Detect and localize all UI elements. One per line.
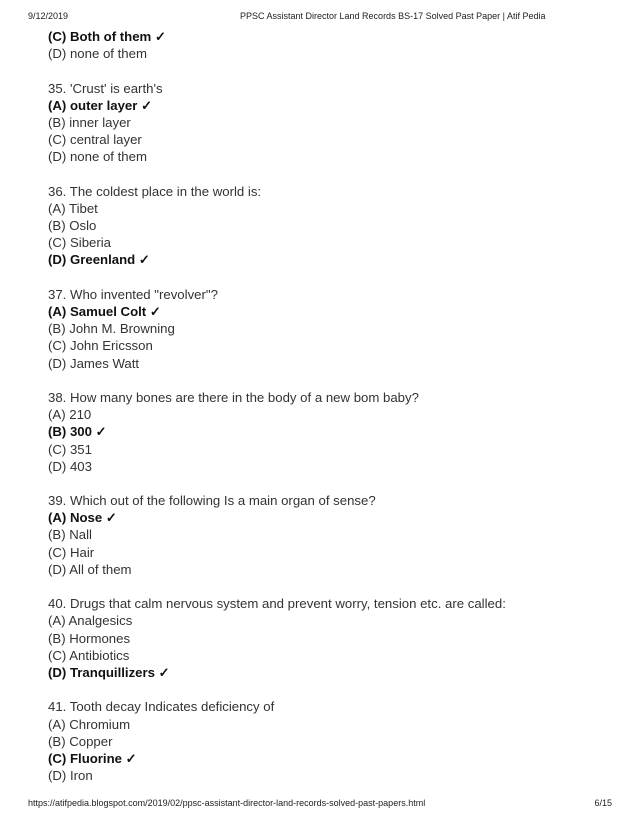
- question-text: 41. Tooth decay Indicates deficiency of: [48, 699, 275, 715]
- question-text: 39. Which out of the following Is a main organ of sense?: [48, 493, 376, 509]
- quiz-content: [48, 28, 608, 784]
- option: (D) James Watt: [48, 355, 140, 371]
- spacer: [48, 166, 608, 183]
- option: (A) Analgesics: [48, 613, 133, 629]
- option: (B) Hormones: [48, 630, 131, 646]
- option: (A) Tibet: [48, 200, 98, 216]
- question-text: 36. The coldest place in the world is:: [48, 183, 262, 199]
- print-date: 9/12/2019: [28, 11, 69, 21]
- option: (D) none of them: [48, 46, 147, 62]
- option-correct: (B) 300 ✓: [48, 424, 107, 440]
- spacer: [48, 475, 608, 492]
- option: (D) Iron: [48, 768, 93, 784]
- option-correct: (C) Fluorine ✓: [48, 750, 137, 766]
- option-correct: (A) Samuel Colt ✓: [48, 304, 161, 319]
- spacer: [48, 578, 608, 595]
- option: (B) Nall: [48, 527, 92, 543]
- page-number: 6/15: [594, 798, 612, 808]
- option: (B) inner layer: [48, 114, 131, 130]
- spacer: [48, 372, 608, 389]
- option-correct: (C) Both of them ✓: [48, 29, 166, 44]
- option: (A) Chromium: [48, 716, 131, 732]
- spacer: [48, 269, 608, 286]
- page-url: https://atifpedia.blogspot.com/2019/02/ppsc-assistant-director-land-records-solved-past-papers.html: [28, 798, 426, 808]
- option: (C) Siberia: [48, 235, 112, 251]
- option-correct: (D) Tranquillizers ✓: [48, 664, 170, 680]
- option-correct: (D) Greenland ✓: [48, 252, 150, 268]
- option: (C) 351: [48, 441, 92, 457]
- question-text: 35. 'Crust' is earth's: [48, 80, 163, 96]
- option: (C) Hair: [48, 544, 95, 560]
- option: (C) John Ericsson: [48, 338, 153, 354]
- question-text: 37. Who invented "revolver"?: [48, 286, 218, 302]
- option: (D) none of them: [48, 149, 147, 165]
- print-footer: [28, 798, 612, 812]
- spacer: [48, 62, 608, 79]
- option: (C) central layer: [48, 132, 142, 148]
- option-correct: (A) Nose ✓: [48, 510, 117, 526]
- option: (B) John M. Browning: [48, 321, 175, 337]
- option: (C) Antibiotics: [48, 647, 130, 663]
- print-header: [28, 11, 612, 25]
- option: (A) 210: [48, 407, 92, 423]
- option-correct: (A) outer layer ✓: [48, 97, 153, 113]
- option: (B) Oslo: [48, 218, 97, 234]
- question-text: 40. Drugs that calm nervous system and prevent worry, tension etc. are called:: [48, 596, 506, 612]
- option: (D) All of them: [48, 561, 132, 577]
- question-text: 38. How many bones are there in the body of a new bom baby?: [48, 389, 419, 405]
- option: (B) Copper: [48, 733, 113, 749]
- spacer: [48, 681, 608, 698]
- page-title: PPSC Assistant Director Land Records BS-17 Solved Past Paper | Atif Pedia: [240, 11, 546, 21]
- option: (D) 403: [48, 458, 92, 474]
